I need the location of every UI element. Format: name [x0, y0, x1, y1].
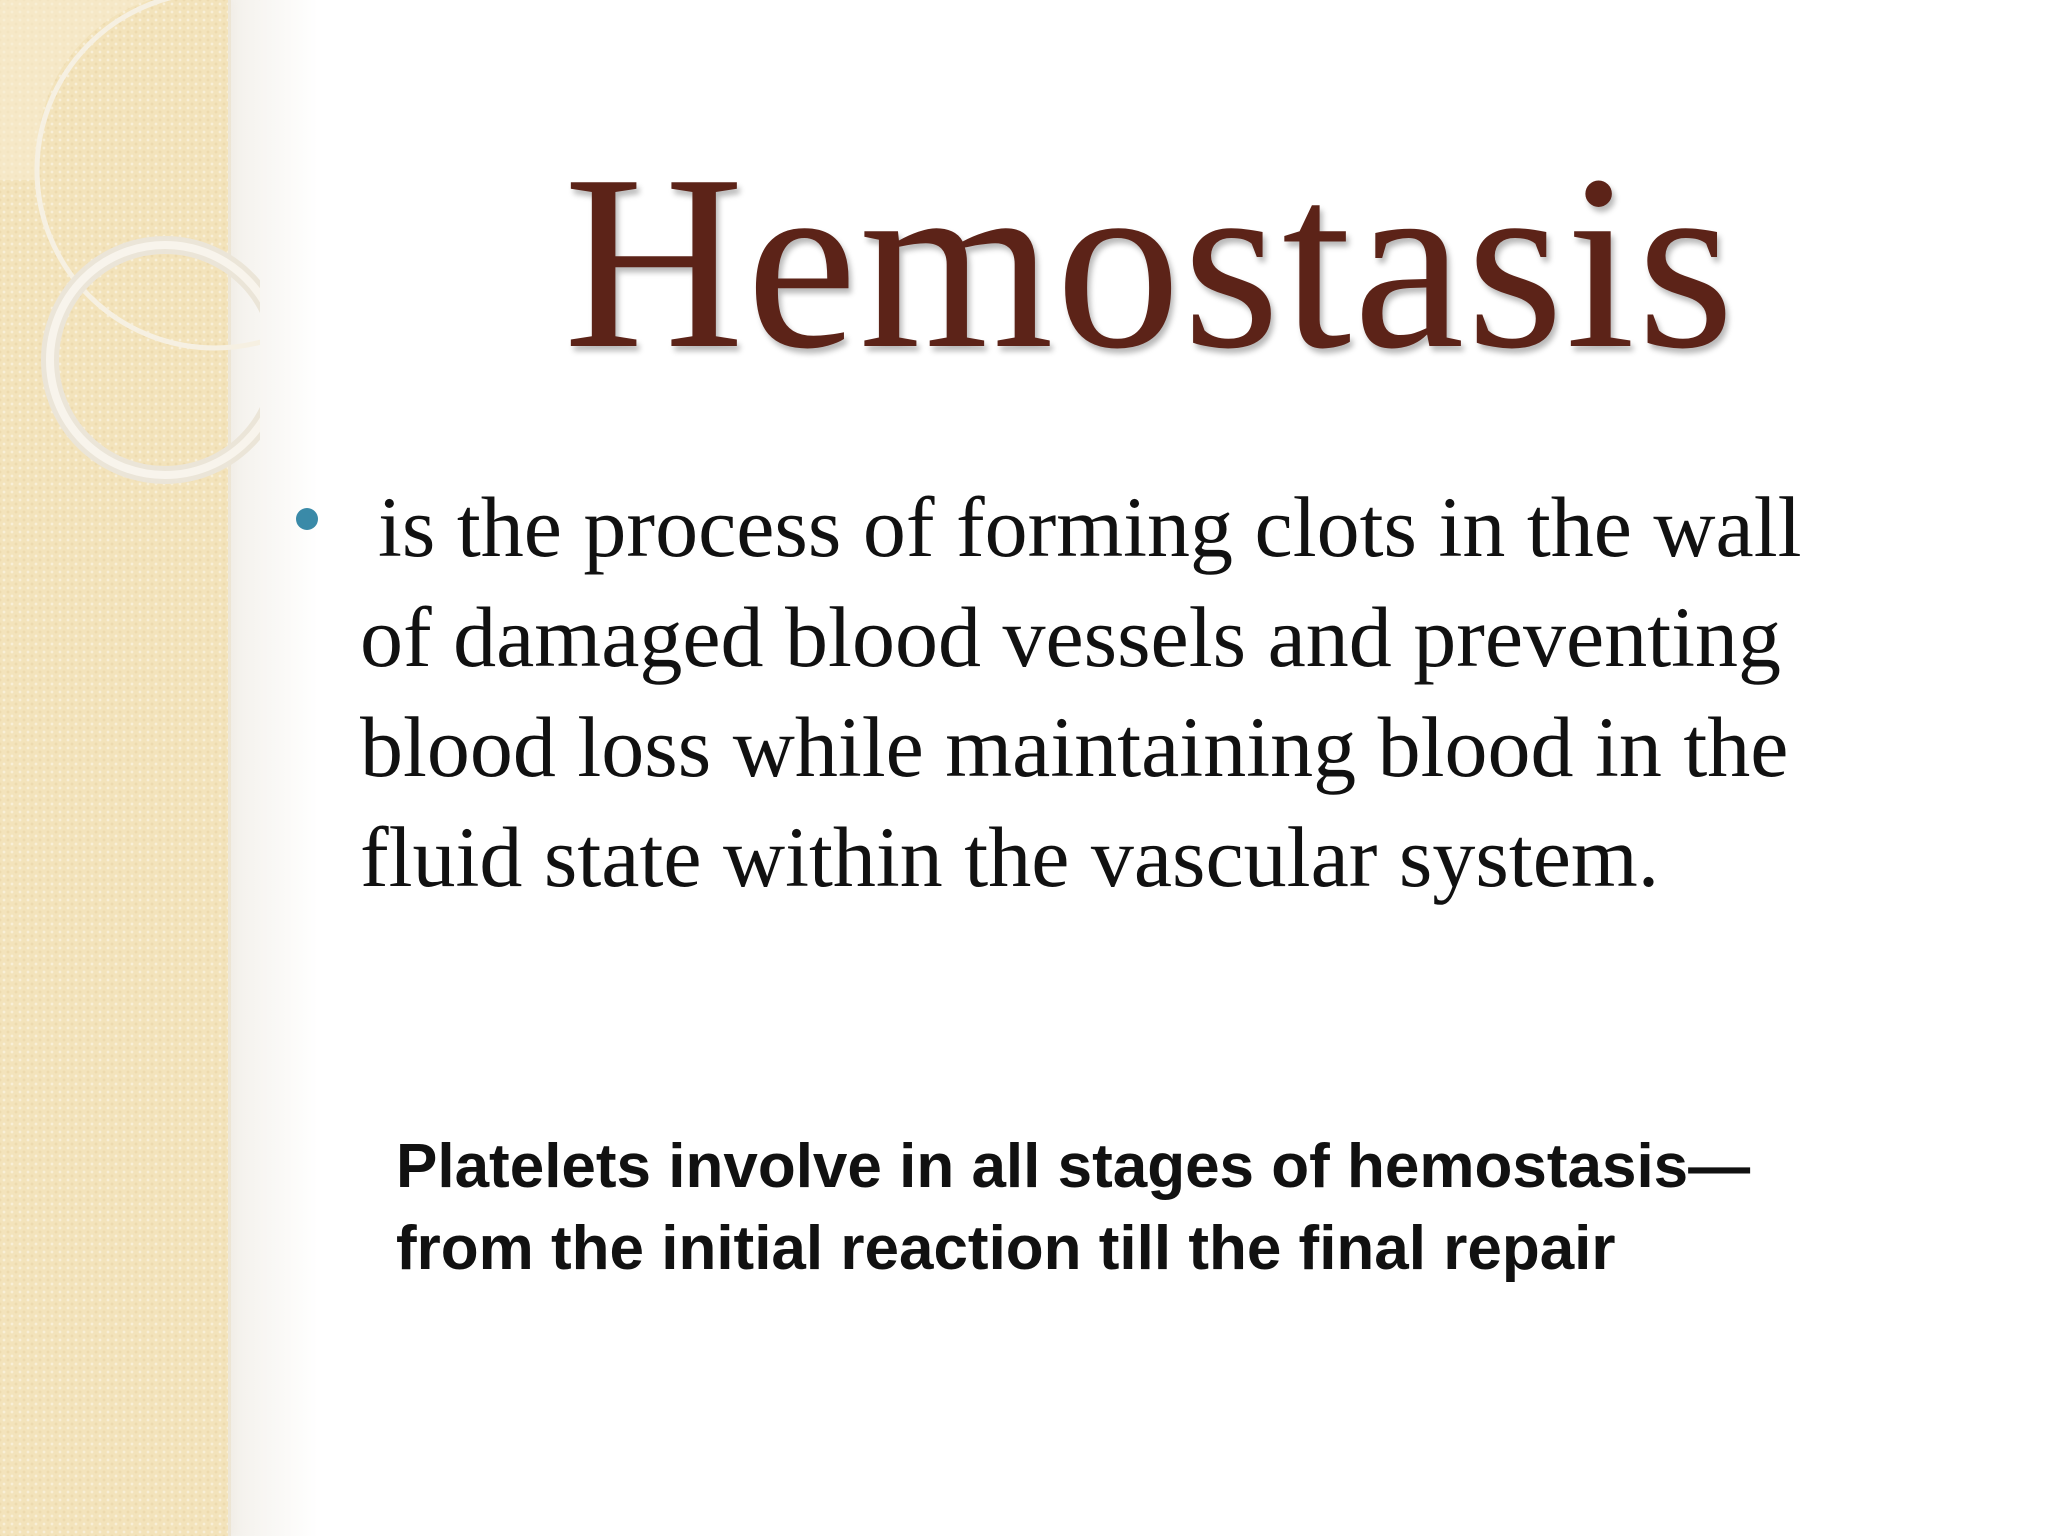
bullet-line: fluid state within the vascular system. [360, 809, 1660, 905]
note-line: Platelets involve in all stages of hemostasis— [396, 1132, 1751, 1201]
corner-highlight [0, 0, 150, 180]
bullet-line: blood loss while maintaining blood in the [360, 699, 1789, 795]
bullet-text [296, 472, 1936, 912]
slide-title: Hemostasis [563, 124, 1737, 401]
bullet-dot-icon [296, 508, 318, 530]
platelets-note [396, 1126, 1956, 1290]
decorative-circles [0, 0, 260, 520]
ring-inner-highlight [50, 245, 260, 475]
bullet-item [296, 472, 1936, 912]
note-line: from the initial reaction till the final repair [396, 1214, 1616, 1283]
bullet-line: is the process of forming clots in the wall [378, 479, 1802, 575]
bullet-line: of damaged blood vessels and preventing [360, 589, 1782, 685]
